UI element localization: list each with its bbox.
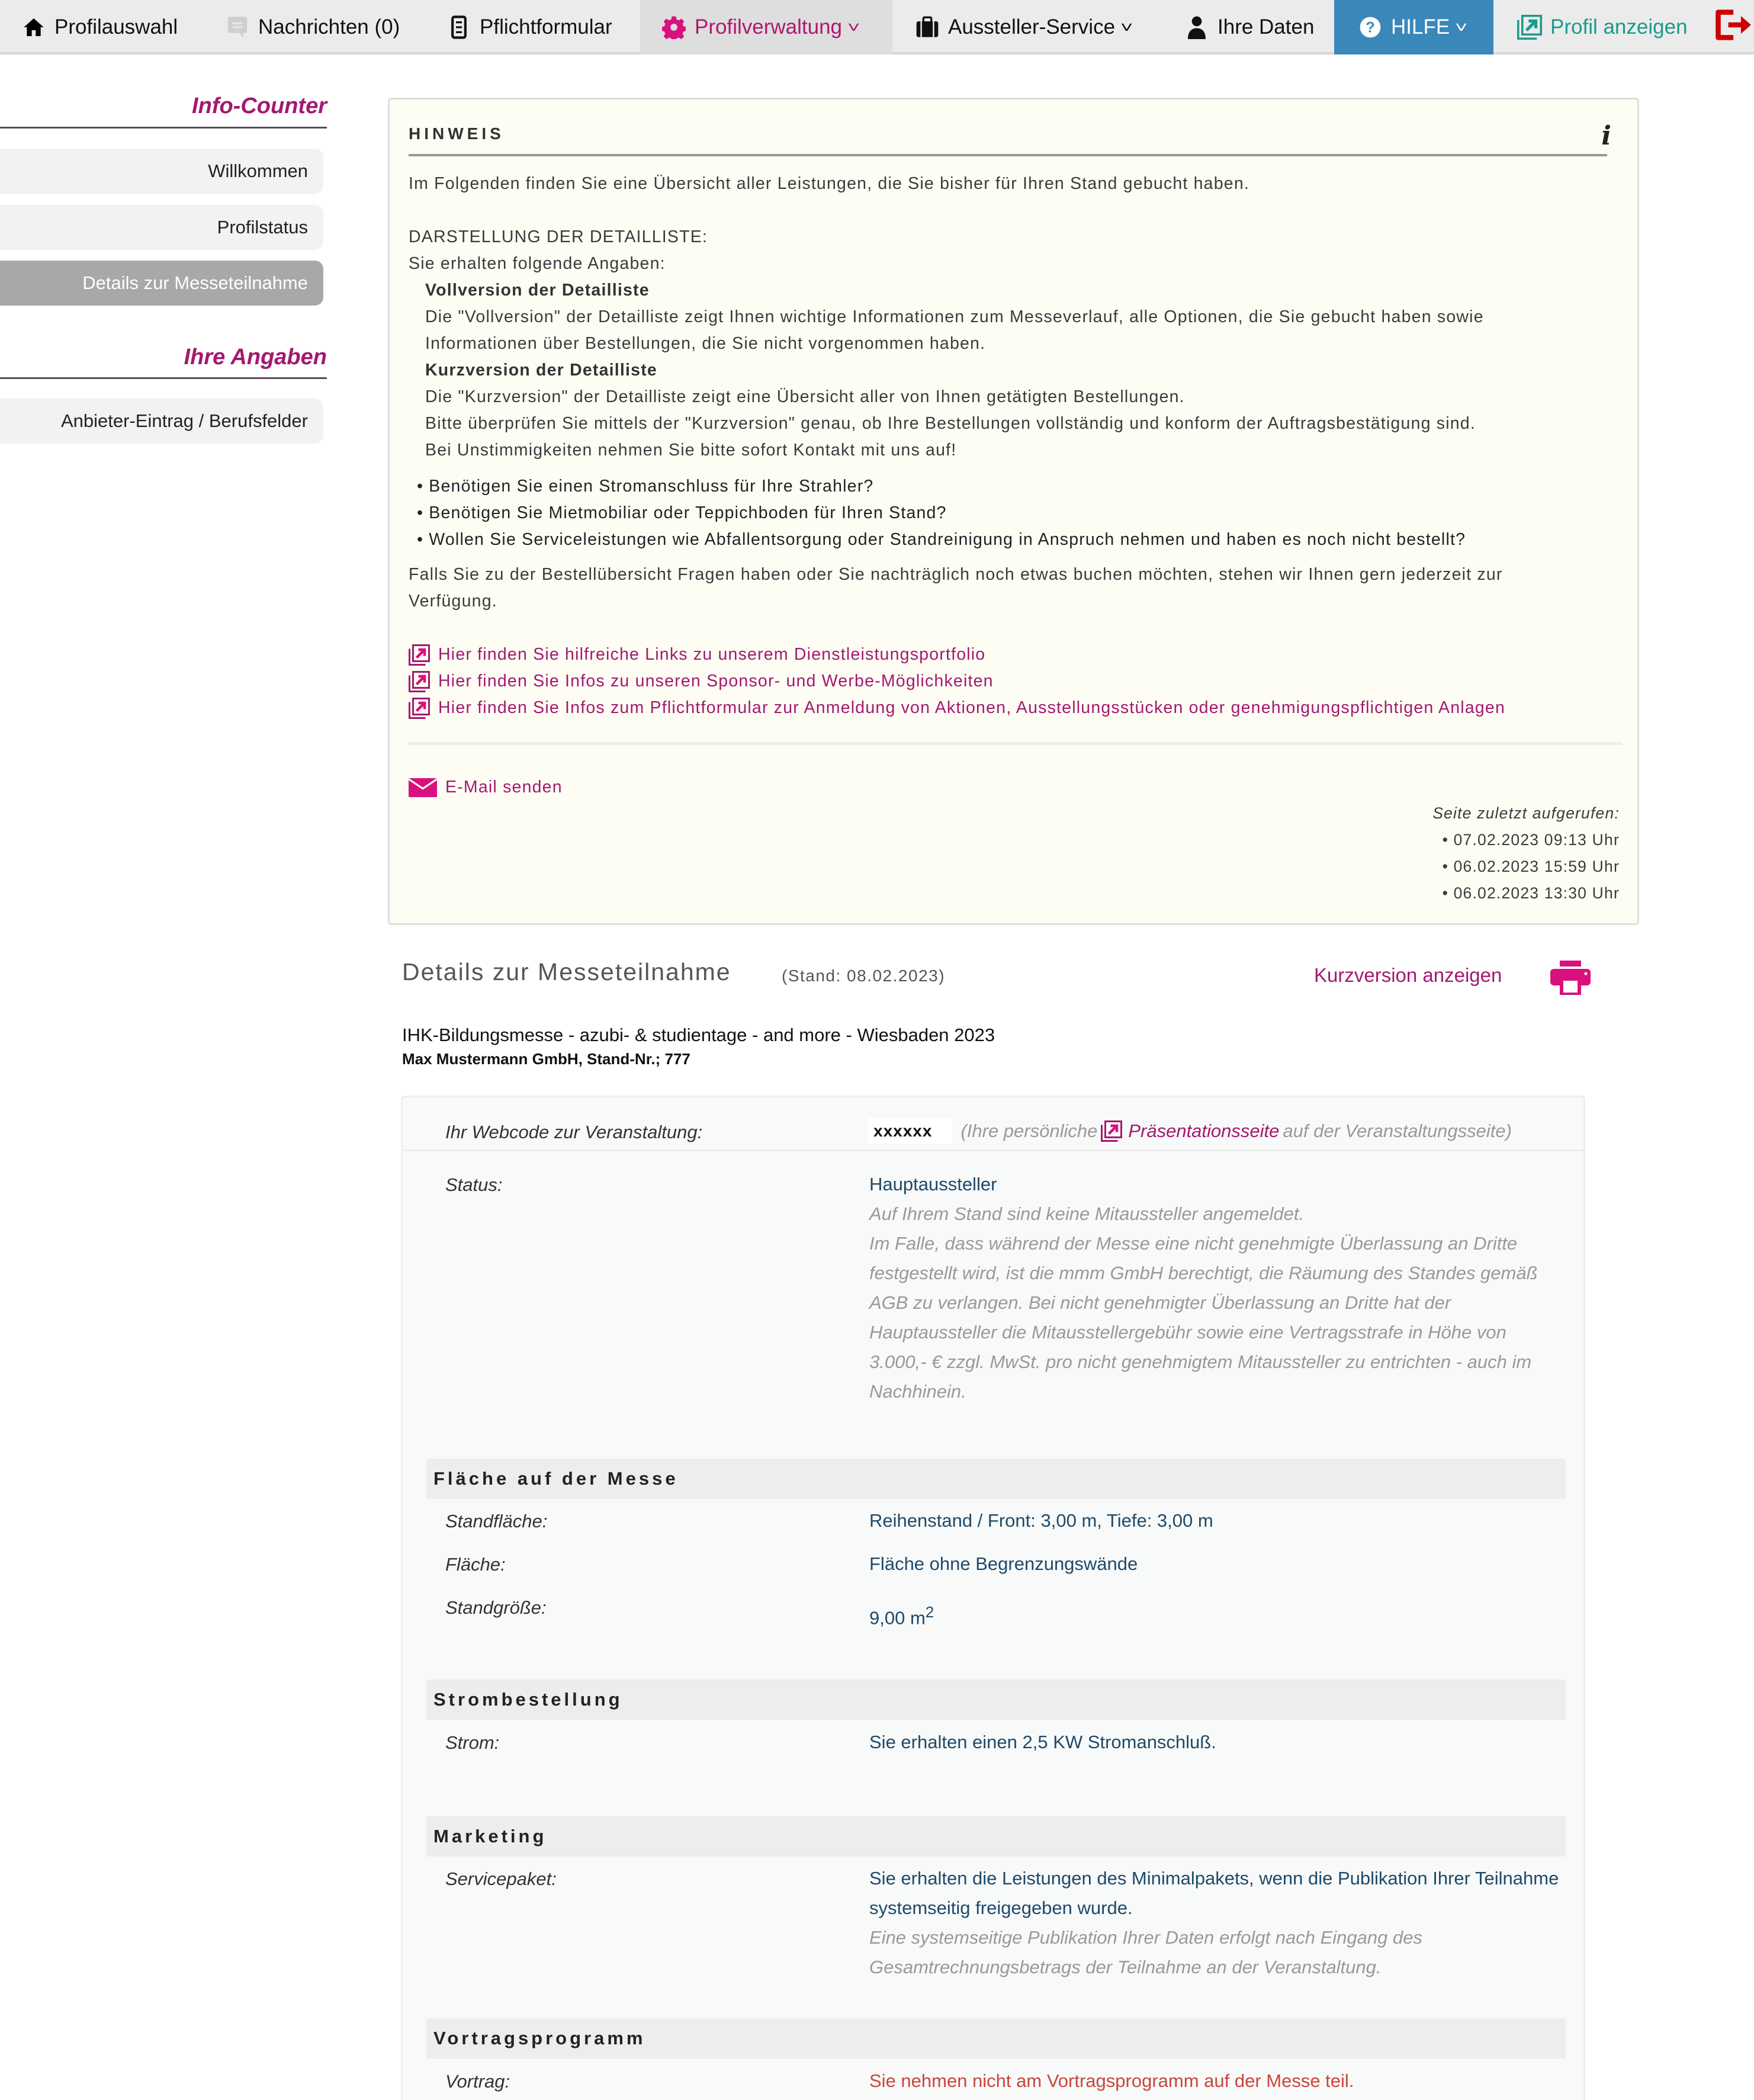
webcode-label: Ihr Webcode zur Veranstaltung: <box>445 1122 703 1142</box>
nav-ihre-daten[interactable]: Ihre Daten <box>1184 0 1314 54</box>
hinweis-body <box>409 171 1617 721</box>
briefcase-icon <box>915 15 940 40</box>
sidebar-item-willkommen[interactable]: Willkommen <box>0 149 323 194</box>
nav-aussteller-service[interactable]: Aussteller-Service ˅ <box>915 0 1131 54</box>
standflaeche-label: Standfläche: <box>445 1511 548 1531</box>
link-dienstleistungsportfolio[interactable]: Hier finden Sie hilfreiche Links zu unserem Dienstleistungsportfolio <box>409 641 1617 668</box>
visit-timestamp: • 06.02.2023 13:30 Uhr <box>1442 884 1620 902</box>
home-icon <box>21 15 46 40</box>
divider <box>0 377 327 379</box>
last-visited: Seite zuletzt aufgerufen: • 07.02.2023 09:13 Uhr • 06.02.2023 15:59 Uhr • 06.02.2023 13:30 Uhr <box>1432 800 1620 907</box>
company-name: Max Mustermann GmbH, Stand-Nr.; 777 <box>402 1050 690 1068</box>
status-value: Hauptaussteller Auf Ihrem Stand sind keine Mitaussteller angemeldet. Im Falle, dass während der Messe eine nicht genehmigte Überlassung an Dritte festgestellt wird, ist die mmm GmbH berechtigt, die Räumung des Standes gemäß AGB zu verlangen. Bei nicht genehmigter Überlassung an Dritte hat der Hauptaussteller die Mitausstellergebühr sowie eine Vertragsstrafe in Höhe von 3.000,- € zzgl. MwSt. pro nicht genehmigtem Mitaussteller zu entrichten - auch im Nachhinein. <box>869 1170 1562 1407</box>
kurzversion-link[interactable]: Kurzversion anzeigen <box>1314 964 1502 986</box>
nav-profilverwaltung[interactable]: Profilverwaltung ˅ <box>640 0 892 54</box>
outro-text: Verfügung. <box>409 592 497 611</box>
hinweis-panel <box>388 98 1639 925</box>
outro-text: Falls Sie zu der Bestellübersicht Fragen haben oder Sie nachträglich noch etwas buchen möchten, stehen wir Ihnen gern jederzeit zur <box>409 565 1503 584</box>
external-link-icon <box>409 644 430 666</box>
sidebar-item-details-messeteilnahme[interactable]: Details zur Messeteilnahme <box>0 261 323 306</box>
link-sponsor-werbung[interactable]: Hier finden Sie Infos zu unseren Sponsor- und Werbe-Möglichkeiten <box>409 668 1617 695</box>
bullet-item: • Benötigen Sie Mietmobiliar oder Teppichboden für Ihren Stand? <box>417 503 947 522</box>
hinweis-intro: Im Folgenden finden Sie eine Übersicht aller Leistungen, die Sie bisher für Ihren Stand gebucht haben. <box>409 174 1249 193</box>
help-icon <box>1358 15 1383 40</box>
praesentationsseite-link[interactable]: Präsentationsseite <box>1101 1120 1279 1142</box>
chevron-down-icon: ˅ <box>1455 18 1468 36</box>
standgroesse-label: Standgröße: <box>445 1597 547 1618</box>
bullet-item: • Benötigen Sie einen Stromanschluss für Ihre Strahler? <box>417 477 874 496</box>
vollversion-text: Die "Vollversion" der Detailliste zeigt Ihnen wichtige Informationen zum Messeverlauf, alle Optionen, die Sie gebucht haben sowie <box>425 307 1484 326</box>
darstellung-heading: DARSTELLUNG DER DETAILLISTE: <box>409 227 708 246</box>
flaeche-value: Fläche ohne Begrenzungswände <box>869 1553 1138 1574</box>
chevron-down-icon: ˅ <box>847 18 860 36</box>
kurzversion-text: Bitte überprüfen Sie mittels der "Kurzversion" genau, ob Ihre Bestellungen vollständig und konform der Auftragsbestätigung sind. <box>425 414 1476 433</box>
external-link-icon <box>1101 1120 1122 1142</box>
servicepaket-value: Sie erhalten die Leistungen des Minimalpakets, wenn die Publikation Ihrer Teilnahme systemseitig freigegeben wurde. Eine systemseitige Publikation Ihrer Daten erfolgt nach Eingang des Gesamtrechnungsbetrags der Teilnahme an der Veranstaltung. <box>869 1868 1559 1977</box>
top-nav <box>0 0 1754 54</box>
visit-timestamp: • 06.02.2023 15:59 Uhr <box>1442 858 1620 875</box>
page-title: Details zur Messeteilnahme <box>402 958 731 985</box>
print-button[interactable] <box>1550 961 1591 995</box>
section-header-flaeche: Fläche auf der Messe <box>426 1459 1566 1499</box>
nav-pflichtformular[interactable]: Pflichtformular <box>446 0 612 54</box>
standflaeche-value: Reihenstand / Front: 3,00 m, Tiefe: 3,00 m <box>869 1510 1213 1531</box>
vortrag-label: Vortrag: <box>445 2071 510 2092</box>
chevron-down-icon: ˅ <box>1120 18 1133 36</box>
svg-text:?: ? <box>1366 19 1375 36</box>
divider <box>0 127 327 129</box>
hinweis-title: HINWEIS <box>409 124 505 143</box>
event-name: IHK-Bildungsmesse - azubi- & studientage - and more - Wiesbaden 2023 <box>402 1025 995 1045</box>
standgroesse-value: 9,00 $m^2$ <box>869 1604 934 1629</box>
servicepaket-label: Servicepaket: <box>445 1868 557 1889</box>
kurzversion-text: Die "Kurzversion" der Detailliste zeigt eine Übersicht aller von Ihnen getätigten Bestellungen. <box>425 387 1185 406</box>
printer-icon <box>1550 961 1591 995</box>
sidebar-heading-ihre-angaben: Ihre Angaben <box>184 345 327 370</box>
visit-timestamp: • 07.02.2023 09:13 Uhr <box>1442 831 1620 849</box>
status-label: Status: <box>445 1174 503 1195</box>
details-card <box>401 1096 1585 2100</box>
vortrag-value: Sie nehmen nicht am Vortragsprogramm auf der Messe teil. <box>869 2070 1354 2091</box>
envelope-icon <box>409 778 437 797</box>
chat-icon <box>225 15 250 40</box>
section-header-strom: Strombestellung <box>426 1680 1566 1720</box>
logout-icon <box>1713 5 1751 50</box>
vollversion-text: Informationen über Bestellungen, die Sie nicht vorgenommen haben. <box>425 334 986 353</box>
divider <box>409 742 1623 745</box>
divider <box>403 1149 1583 1151</box>
nav-hilfe[interactable]: ? HILFE ˅ <box>1334 0 1493 54</box>
sidebar-item-profilstatus[interactable]: Profilstatus <box>0 205 323 250</box>
sidebar-heading-info-counter: Info-Counter <box>192 94 327 118</box>
nav-profil-anzeigen[interactable]: Profil anzeigen <box>1517 0 1688 54</box>
link-pflichtformular-infos[interactable]: Hier finden Sie Infos zum Pflichtformular zur Anmeldung von Aktionen, Ausstellungsstücken oder genehmigungspflichtigen Anlagen <box>409 695 1617 721</box>
status-badge: Hauptaussteller <box>869 1174 997 1195</box>
external-link-icon <box>1517 15 1542 40</box>
info-icon: i <box>1601 121 1611 151</box>
vollversion-title: Vollversion der Detailliste <box>425 281 650 300</box>
webcode-row: xxxxxx (Ihre persönliche Präsentationsseite auf der Veranstaltungsseite) <box>868 1118 1512 1144</box>
webcode-value: xxxxxx <box>868 1118 952 1144</box>
section-header-vortrag: Vortragsprogramm <box>426 2018 1566 2059</box>
external-link-icon <box>409 698 430 719</box>
external-link-icon <box>409 671 430 692</box>
nav-nachrichten[interactable]: Nachrichten (0) <box>225 0 400 54</box>
email-send-link[interactable]: E-Mail senden <box>409 778 563 797</box>
logout-button[interactable] <box>1713 0 1751 54</box>
kurzversion-text: Bei Unstimmigkeiten nehmen Sie bitte sofort Kontakt mit uns auf! <box>425 441 957 460</box>
angaben-text: Sie erhalten folgende Angaben: <box>409 254 666 273</box>
gear-icon <box>661 15 686 40</box>
kurzversion-title: Kurzversion der Detailliste <box>425 361 657 380</box>
strom-value: Sie erhalten einen 2,5 KW Stromanschluß. <box>869 1732 1216 1752</box>
user-icon <box>1184 15 1209 40</box>
sidebar-item-anbieter-eintrag[interactable]: Anbieter-Eintrag / Berufsfelder <box>0 399 323 444</box>
bullet-item: • Wollen Sie Serviceleistungen wie Abfallentsorgung oder Standreinigung in Anspruch nehmen und haben es noch nicht bestellt? <box>417 530 1466 549</box>
divider <box>409 154 1607 156</box>
flaeche-label: Fläche: <box>445 1554 506 1575</box>
nav-profilauswahl[interactable]: Profilauswahl <box>21 0 178 54</box>
stand-date: (Stand: 08.02.2023) <box>782 966 946 985</box>
strom-label: Strom: <box>445 1732 500 1753</box>
section-header-marketing: Marketing <box>426 1816 1566 1857</box>
form-icon <box>446 15 471 40</box>
